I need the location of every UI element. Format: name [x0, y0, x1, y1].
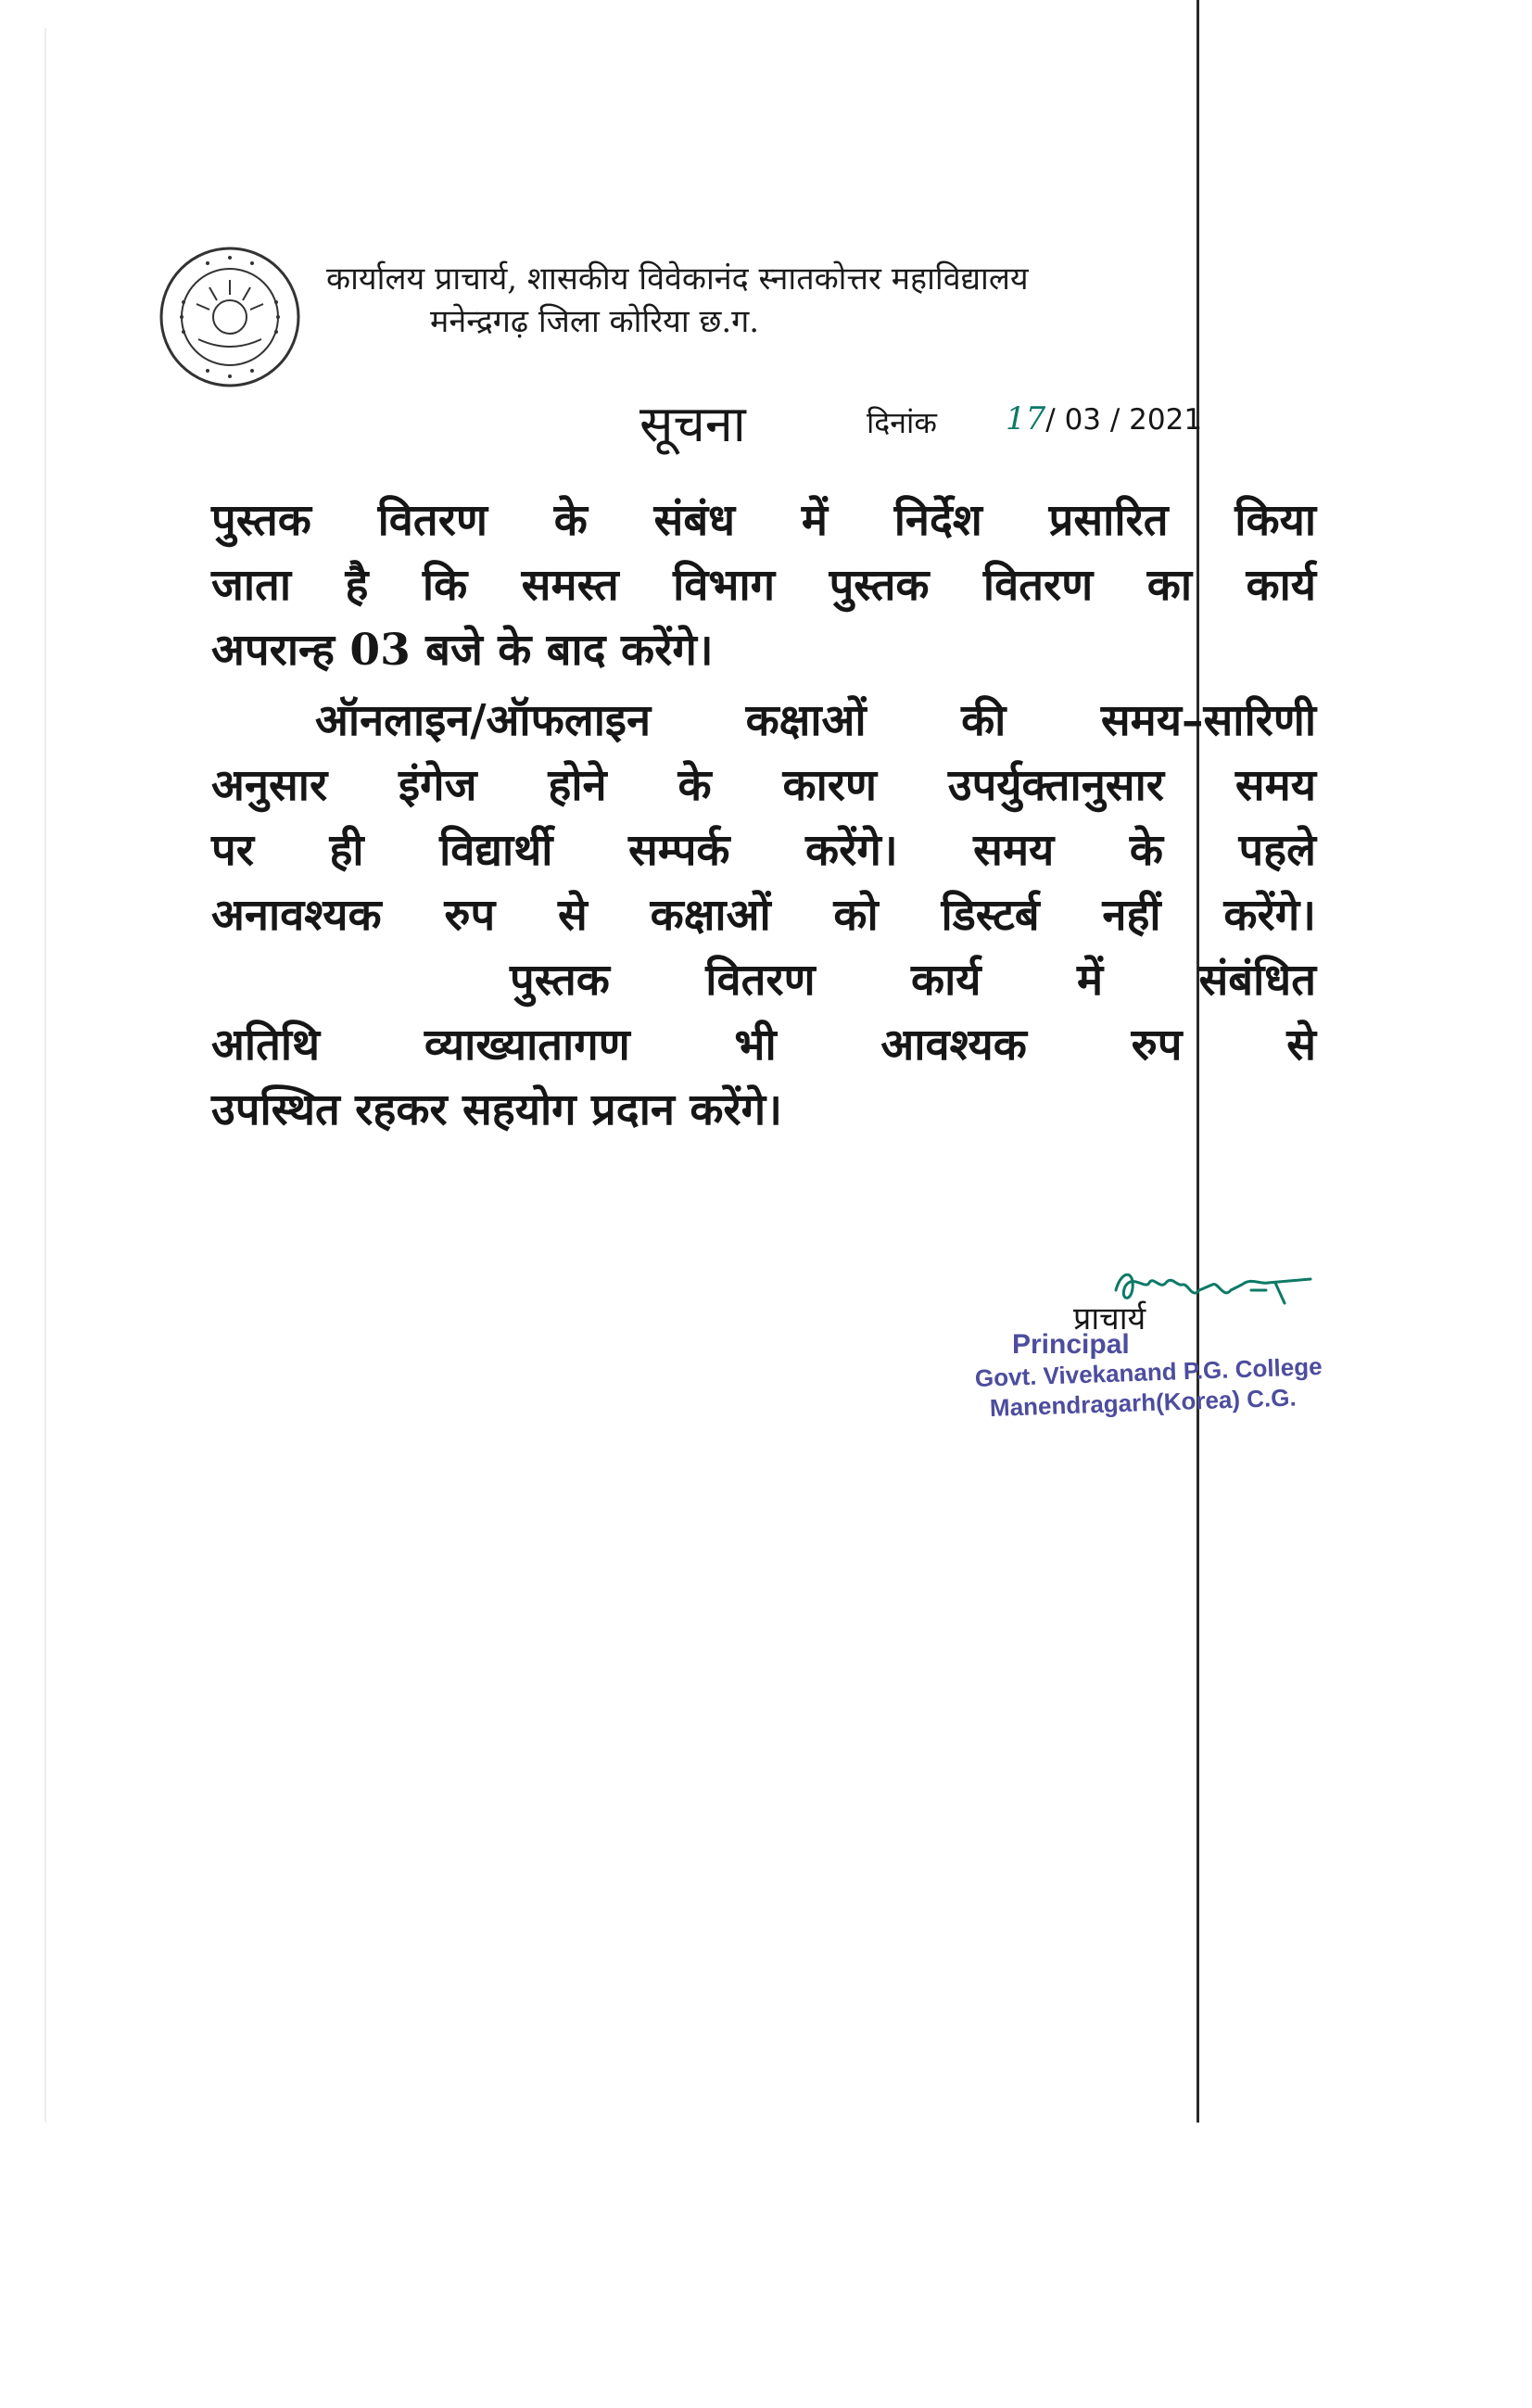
- stamp-college-location: Manendragarh(Korea) C.G.: [989, 1383, 1298, 1422]
- body-line-3: अपरान्ह 03 बजे के बाद करेंगे।: [211, 625, 714, 676]
- date-day-handwritten: 17: [1006, 400, 1046, 437]
- notice-date: [1006, 400, 1202, 437]
- body-line-1: पुस्तक वितरण के संबंध में निर्देश प्रसारित किया: [211, 495, 1316, 546]
- body-line-9: अतिथि व्याख्यातागण भी आवश्यक रुप से: [211, 1020, 1316, 1071]
- body-line-5: अनुसार इंगेज होने के कारण उपर्युक्तानुसार समय: [211, 760, 1316, 811]
- body-line-10: उपस्थित रहकर सहयोग प्रदान करेंगे।: [211, 1084, 782, 1135]
- stamp-principal: Principal: [1012, 1329, 1130, 1360]
- date-label: दिनांक: [867, 405, 937, 440]
- body-line-6: पर ही विद्यार्थी सम्पर्क करेंगे। समय के पहले: [211, 825, 1316, 876]
- designation-principal-hindi: प्राचार्य: [1073, 1300, 1146, 1337]
- notice-title: सूचना: [639, 395, 746, 453]
- page-edge-shadow: [44, 28, 46, 2123]
- handwritten-signature: [1112, 1262, 1353, 1327]
- body-line-2: जाता है कि समस्त विभाग पुस्तक वितरण का कार्य: [211, 560, 1316, 611]
- body-line-4: ऑनलाइन/ऑफलाइन कक्षाओं की समय–सारिणी: [315, 695, 1316, 746]
- college-seal-logo: [156, 243, 304, 391]
- body-line-7: अनावश्यक रुप से कक्षाओं को डिस्टर्ब नहीं करेंगे।: [211, 890, 1316, 941]
- body-line-8: पुस्तक वितरण कार्य में संबंधित: [510, 955, 1316, 1006]
- date-month-year: / 03 / 2021: [1045, 403, 1203, 437]
- office-address-line2: मनेन्द्रगढ़ जिला कोरिया छ.ग.: [430, 303, 760, 340]
- stamp-college-name: Govt. Vivekanand P.G. College: [974, 1351, 1323, 1392]
- office-name-line1: कार्यालय प्राचार्य, शासकीय विवेकानंद स्नातकोत्तर महाविद्यालय: [326, 260, 1029, 298]
